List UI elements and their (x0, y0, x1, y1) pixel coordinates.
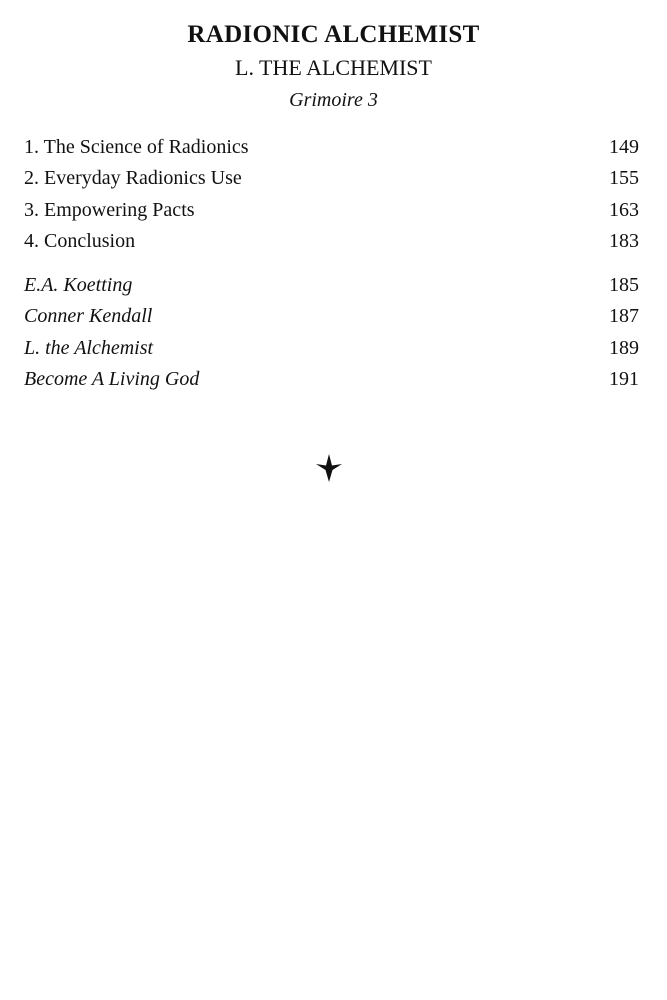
toc-entry-label: Conner Kendall (24, 305, 153, 328)
toc-entry-credit-3[interactable] (24, 333, 639, 364)
toc-entry-page-number: 189 (609, 336, 639, 359)
toc-entry-credit-4[interactable] (24, 364, 639, 395)
toc-entry-page-number: 155 (609, 167, 639, 190)
toc-entry-credit-2[interactable] (24, 301, 639, 332)
toc-entry-page-number: 185 (609, 274, 639, 297)
toc-entry-page-number: 149 (609, 136, 639, 159)
toc-entry-page-number: 183 (609, 230, 639, 253)
toc-entry-chapter-2[interactable] (24, 163, 639, 194)
author-name: L. THE ALCHEMIST (235, 55, 432, 80)
grimoire-subtitle: Grimoire 3 (289, 89, 378, 111)
toc-entry-label: E.A. Koetting (24, 274, 133, 297)
pentagram-star-icon (315, 453, 343, 483)
page-title: RADIONIC ALCHEMIST (187, 21, 480, 48)
toc-entry-credit-1[interactable] (24, 270, 639, 301)
toc-entry-chapter-4[interactable] (24, 226, 639, 257)
toc-entry-page-number: 163 (609, 198, 639, 221)
credits-list (24, 270, 639, 395)
toc-entry-label: Become A Living God (24, 368, 200, 391)
toc-entry-page-number: 191 (609, 368, 639, 391)
toc-entry-label: 4. Conclusion (24, 230, 136, 253)
toc-entry-page-number: 187 (609, 305, 639, 328)
toc-entry-chapter-3[interactable] (24, 195, 639, 226)
toc-entry-label: L. the Alchemist (24, 336, 154, 359)
chapter-list (24, 132, 639, 257)
toc-entry-label: 1. The Science of Radionics (24, 136, 249, 159)
toc-entry-chapter-1[interactable] (24, 132, 639, 163)
toc-entry-label: 3. Empowering Pacts (24, 198, 195, 221)
toc-entry-label: 2. Everyday Radionics Use (24, 167, 242, 190)
